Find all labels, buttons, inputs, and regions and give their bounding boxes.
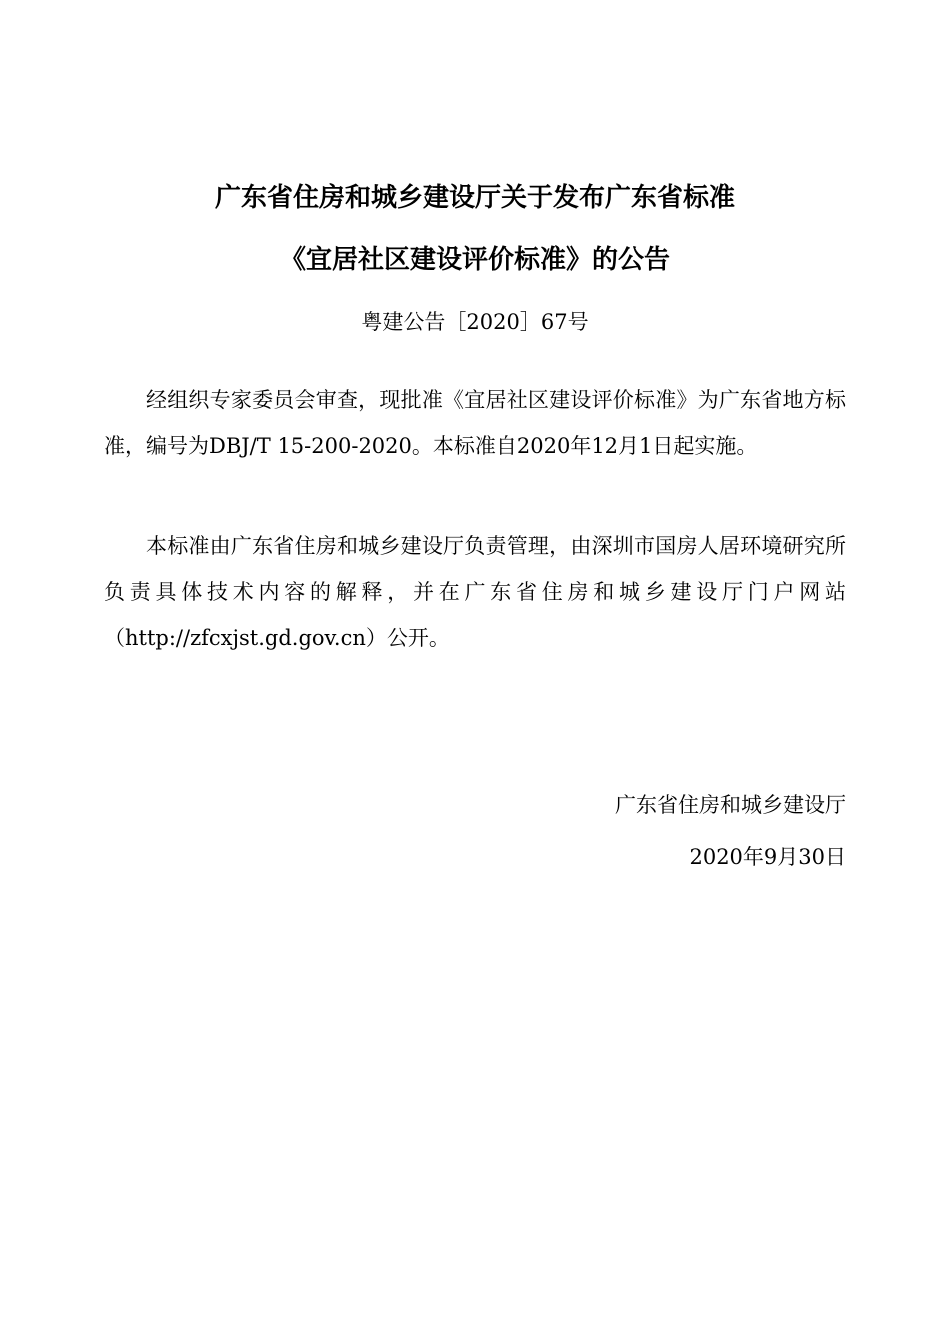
document-title-line-2: 《宜居社区建设评价标准》的公告 — [279, 245, 670, 275]
document-number: 粤建公告［2020］67号 — [361, 310, 589, 334]
body-paragraph-approval: 经组织专家委员会审查，现批准《宜居社区建设评价标准》为广东省地方标准，编号为DBJ/T 15-200-2020。本标准自2020年12月1日起实施。 — [104, 388, 846, 458]
body-paragraph-management: 本标准由广东省住房和城乡建设厅负责管理，由深圳市国房人居环境研究所负责具体技术内容的解释，并在广东省住房和城乡建设厅门户网站（http://zfcxjst.gd.gov.cn）公开。 — [104, 534, 846, 650]
signature-organization: 广东省住房和城乡建设厅 — [615, 793, 846, 817]
signature-date: 2020年9月30日 — [689, 845, 846, 869]
document-title-line-1: 广东省住房和城乡建设厅关于发布广东省标准 — [214, 183, 735, 213]
